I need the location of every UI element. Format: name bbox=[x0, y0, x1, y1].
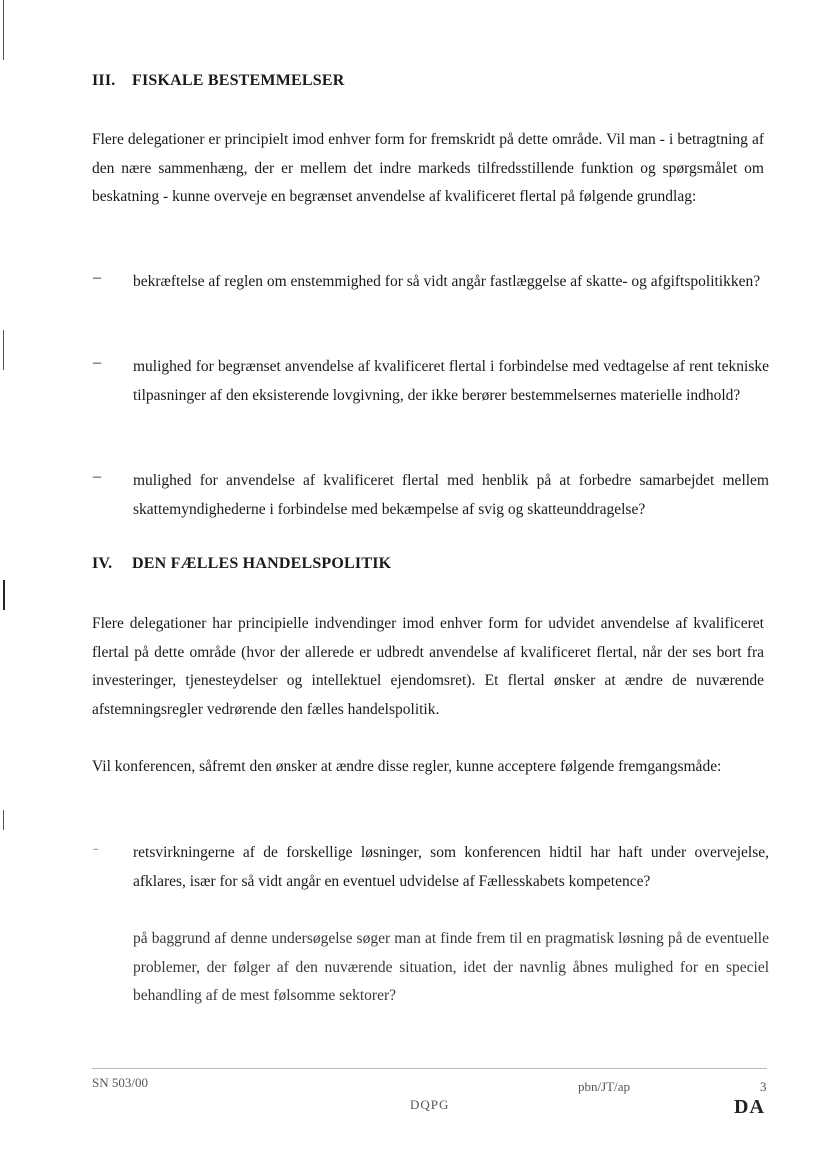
footer-doc-ref: SN 503/00 bbox=[92, 1075, 148, 1090]
footer-language: DA bbox=[734, 1096, 765, 1118]
bullet-text: bekræftelse af reglen om enstemmighed for så vidt angår fastlæggelse af skatte- og afgiftspolitikken? bbox=[133, 273, 761, 290]
bullet-dash: – bbox=[93, 354, 101, 371]
bullet-text: mulighed for begrænset anvendelse af kvalificeret flertal i forbindelse med vedtagelse af rent tekniske tilpasninger af den eksisterende lovgivning, der ikke berører bestemmelsernes materielle indhold? bbox=[133, 358, 769, 404]
footer-department: DQPG bbox=[410, 1097, 450, 1112]
section-title: FISKALE BESTEMMELSER bbox=[132, 72, 345, 89]
bullet-text: mulighed for anvendelse af kvalificeret flertal med henblik på at forbedre samarbejdet mellem skattemyndighederne i forbindelse med bekæmpelse af svig og skatteunddragelse? bbox=[133, 472, 769, 518]
section-iii-intro: Flere delegationer er principielt imod enhver form for fremskridt på dette område. Vil man - i betragtning af den nære sammenhæng, der er mellem det indre markeds tilfredsstillende funktion og spørgsmålet om beskatning - kunne overveje en begrænset anvendelse af kvalificeret flertal på følgende grundlag: bbox=[92, 131, 764, 205]
bullet-dash: – bbox=[93, 468, 101, 485]
section-title: DEN FÆLLES HANDELSPOLITIK bbox=[132, 555, 392, 572]
bullet-text: retsvirkningerne af de forskellige løsninger, som konferencen hidtil har haft under overvejelse, afklares, især for så vidt angår en eventuel udvidelse af Fællesskabets kompetence? bbox=[133, 844, 769, 890]
footer-initials: pbn/JT/ap bbox=[578, 1079, 630, 1094]
scan-edge-line bbox=[3, 0, 4, 60]
bullet-text: på baggrund af denne undersøgelse søger man at finde frem til en pragmatisk løsning på de eventuelle problemer, der følger af den nuværende situation, idet der navnlig åbnes mulighed for en speciel behandling af de mest følsomme sektorer? bbox=[133, 930, 769, 1004]
section-heading-iii bbox=[92, 72, 345, 90]
section-heading-iv bbox=[92, 555, 391, 573]
section-number: IV. bbox=[92, 555, 113, 572]
bullet-dash: - bbox=[93, 840, 99, 857]
scan-edge-line bbox=[3, 810, 4, 830]
section-iv-intro: Flere delegationer har principielle indvendinger imod enhver form for udvidet anvendelse af kvalificeret flertal på dette område (hvor der allerede er udbredt anvendelse af kvalificeret flertal, når der ses bort fra investeringer, tjenesteydelser og intellektuel ejendomsret). Et flertal ønsker at ændre de nuværende afstemningsregler vedrørende den fælles handelspolitik. bbox=[92, 615, 764, 718]
scan-edge-line bbox=[3, 330, 4, 370]
footer-rule bbox=[92, 1068, 767, 1069]
section-iv-question: Vil konferencen, såfremt den ønsker at ændre disse regler, kunne acceptere følgende fremgangsmåde: bbox=[92, 758, 722, 775]
bullet-dash: – bbox=[93, 269, 101, 286]
scan-edge-line bbox=[3, 580, 5, 610]
section-number: III. bbox=[92, 72, 116, 89]
footer-page-number: 3 bbox=[760, 1079, 767, 1094]
